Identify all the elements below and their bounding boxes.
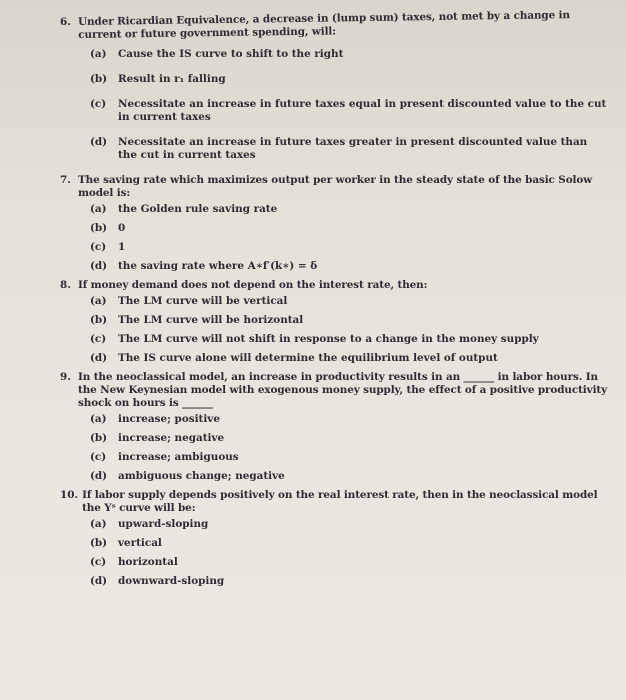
question-stem [60, 489, 608, 515]
question-number: 9. [60, 371, 71, 383]
option-text: increase; positive [118, 413, 220, 425]
option-label: (b) [90, 73, 108, 85]
option-d [90, 136, 608, 162]
question-number: 8. [60, 279, 71, 291]
option-list [90, 413, 608, 483]
option-a [90, 48, 608, 61]
option-text: The LM curve will be horizontal [118, 314, 304, 326]
option-c [90, 556, 608, 569]
option-text: 1 [118, 241, 126, 253]
option-text: the Golden rule saving rate [118, 203, 278, 215]
option-text: Result in r₁ falling [118, 73, 226, 85]
option-a [90, 413, 608, 426]
option-list [90, 518, 608, 588]
option-b [90, 73, 608, 86]
question-text: The saving rate which maximizes output per worker in the steady state of the basic Solow model is: [78, 174, 593, 199]
option-label: (a) [90, 203, 107, 215]
option-label: (c) [90, 451, 107, 463]
option-c [90, 451, 608, 464]
option-c [90, 333, 608, 346]
question-7 [60, 174, 608, 273]
option-d [90, 352, 608, 365]
option-text: vertical [118, 537, 162, 549]
question-number: 7. [60, 174, 71, 186]
option-text: The LM curve will be vertical [118, 295, 288, 307]
option-label: (c) [90, 333, 107, 345]
question-stem [60, 9, 608, 42]
question-number: 6. [60, 16, 71, 28]
option-list [90, 203, 608, 273]
question-number: 10. [60, 489, 79, 501]
option-b [90, 537, 608, 550]
option-text: The LM curve will not shift in response to a change in the money supply [118, 333, 539, 345]
option-text: increase; ambiguous [118, 451, 239, 463]
option-label: (c) [90, 241, 107, 253]
option-label: (d) [90, 352, 108, 364]
option-text: Necessitate an increase in future taxes greater in present discounted value than the cut in current taxes [118, 136, 588, 161]
option-d [90, 575, 608, 588]
option-text: Cause the IS curve to shift to the right [118, 48, 344, 60]
option-label: (b) [90, 314, 108, 326]
option-label: (d) [90, 260, 108, 272]
option-list [90, 48, 608, 162]
question-text: If money demand does not depend on the interest rate, then: [78, 279, 428, 291]
option-text: downward-sloping [118, 575, 225, 587]
question-stem [60, 174, 608, 200]
option-b [90, 314, 608, 327]
option-label: (d) [90, 136, 108, 148]
option-text: The IS curve alone will determine the equilibrium level of output [118, 352, 498, 364]
option-text: upward-sloping [118, 518, 209, 530]
option-d [90, 260, 608, 273]
option-label: (b) [90, 432, 108, 444]
option-c [90, 241, 608, 254]
option-label: (c) [90, 98, 107, 110]
option-a [90, 518, 608, 531]
option-text: the saving rate where A∗f′(k∗) = δ [118, 260, 318, 272]
option-list [90, 295, 608, 365]
option-label: (b) [90, 537, 108, 549]
question-stem [60, 279, 608, 292]
option-text: 0 [118, 222, 126, 234]
option-text: horizontal [118, 556, 178, 568]
option-d [90, 470, 608, 483]
option-label: (a) [90, 295, 107, 307]
option-label: (a) [90, 48, 107, 60]
option-label: (a) [90, 413, 107, 425]
option-text: Necessitate an increase in future taxes equal in present discounted value to the cut in current taxes [118, 98, 607, 123]
question-text: If labor supply depends positively on the real interest rate, then in the neoclassical model the Yˢ curve will be: [82, 489, 598, 514]
question-10 [60, 489, 608, 588]
question-stem [60, 371, 608, 410]
option-c [90, 98, 608, 124]
option-label: (a) [90, 518, 107, 530]
option-label: (c) [90, 556, 107, 568]
question-6 [60, 9, 608, 162]
option-label: (b) [90, 222, 108, 234]
question-text: Under Ricardian Equivalence, a decrease in (lump sum) taxes, not met by a change in current or future government spending, will: [78, 9, 570, 41]
option-label: (d) [90, 575, 108, 587]
option-a [90, 295, 608, 308]
option-b [90, 432, 608, 445]
option-a [90, 203, 608, 216]
option-b [90, 222, 608, 235]
question-text: In the neoclassical model, an increase in productivity results in an ______ in labor hours. In the New Keynesian model with exogenous money supply, the effect of a positive productivity shock on hours is ______ [78, 371, 608, 409]
option-text: ambiguous change; negative [118, 470, 285, 482]
question-9 [60, 371, 608, 483]
question-8 [60, 279, 608, 365]
option-text: increase; negative [118, 432, 225, 444]
option-label: (d) [90, 470, 108, 482]
